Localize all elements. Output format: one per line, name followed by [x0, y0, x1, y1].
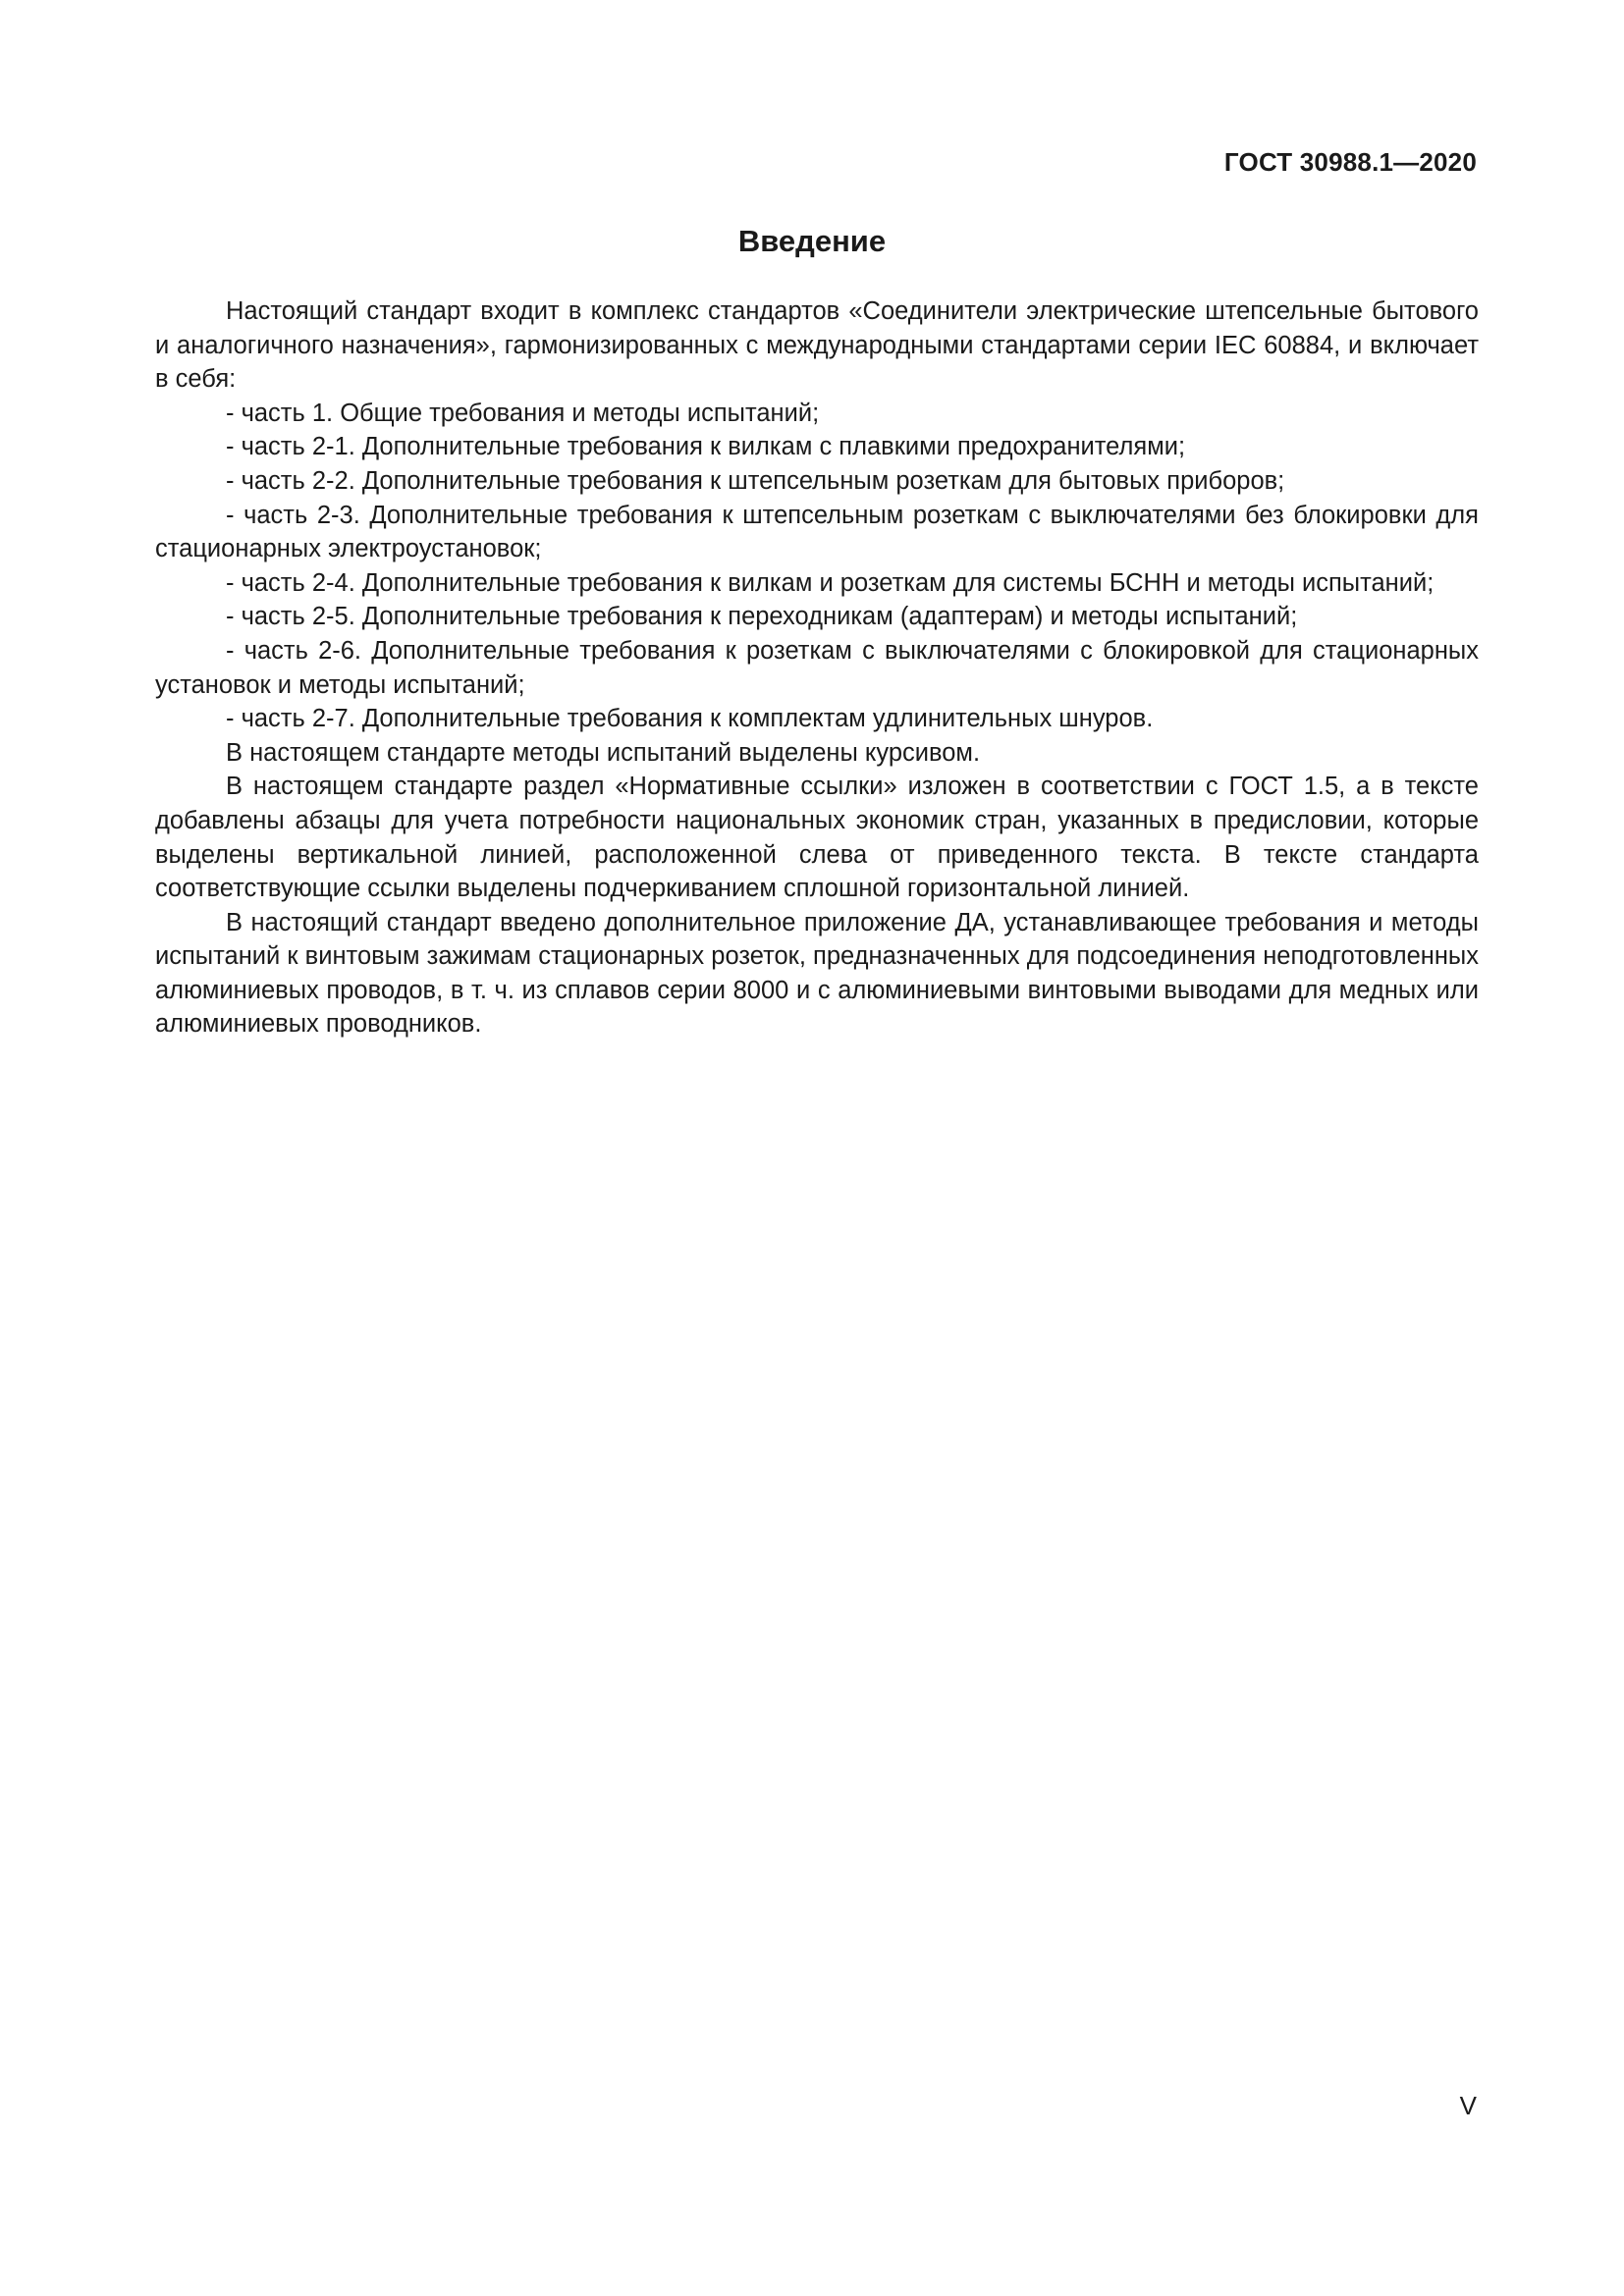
parts-list [155, 397, 1479, 736]
list-item: - часть 2-4. Дополнительные требования к вилкам и розеткам для системы БСНН и методы испытаний; [226, 568, 1435, 597]
list-item: - часть 2-2. Дополнительные требования к штепсельным розеткам для бытовых приборов; [226, 466, 1285, 495]
document-code: ГОСТ 30988.1—2020 [1223, 147, 1477, 177]
document-body [155, 294, 1479, 1041]
body-paragraph: В настоящий стандарт введено дополнительное приложение ДА, устанавливающее требования и методы испытаний к винтовым зажимам стационарных розеток, предназначенных для подсоединения неподготовленных алюминиевых проводов, в т. ч. из сплавов серии 8000 и с алюминиевыми винтовыми выводами для медных или алюминиевых проводников. [155, 908, 1479, 1039]
list-item: - часть 2-3. Дополнительные требования к штепсельным розеткам с выключателями без блокировки для стационарных электроустановок; [155, 501, 1479, 563]
list-item: - часть 2-5. Дополнительные требования к переходникам (адаптерам) и методы испытаний; [226, 603, 1298, 631]
list-item: - часть 1. Общие требования и методы испытаний; [226, 399, 820, 427]
body-paragraph: В настоящем стандарте методы испытаний выделены курсивом. [226, 738, 981, 767]
list-item: - часть 2-7. Дополнительные требования к комплектам удлинительных шнуров. [226, 705, 1154, 733]
section-title: Введение [737, 224, 887, 258]
intro-paragraph: Настоящий стандарт входит в комплекс стандартов «Соединители электрические штепсельные бытового и аналогичного назначения», гармонизированных с международными стандартами серии IEC 60884, и включает в себя: [155, 297, 1479, 394]
body-paragraph: В настоящем стандарте раздел «Нормативные ссылки» изложен в соответствии с ГОСТ 1.5, а в тексте добавлены абзацы для учета потребности национальных экономик стран, указанных в предисловии, которые выделены вертикальной линией, расположенной слева от приведенного текста. В тексте стандарта соответствующие ссылки выделены подчеркиванием сплошной горизонтальной линией. [155, 773, 1479, 903]
page-number: V [1459, 2091, 1477, 2120]
list-item: - часть 2-1. Дополнительные требования к вилкам с плавкими предохранителями; [226, 433, 1186, 461]
list-item: - часть 2-6. Дополнительные требования к розеткам с выключателями с блокировкой для стационарных установок и методы испытаний; [155, 636, 1479, 699]
